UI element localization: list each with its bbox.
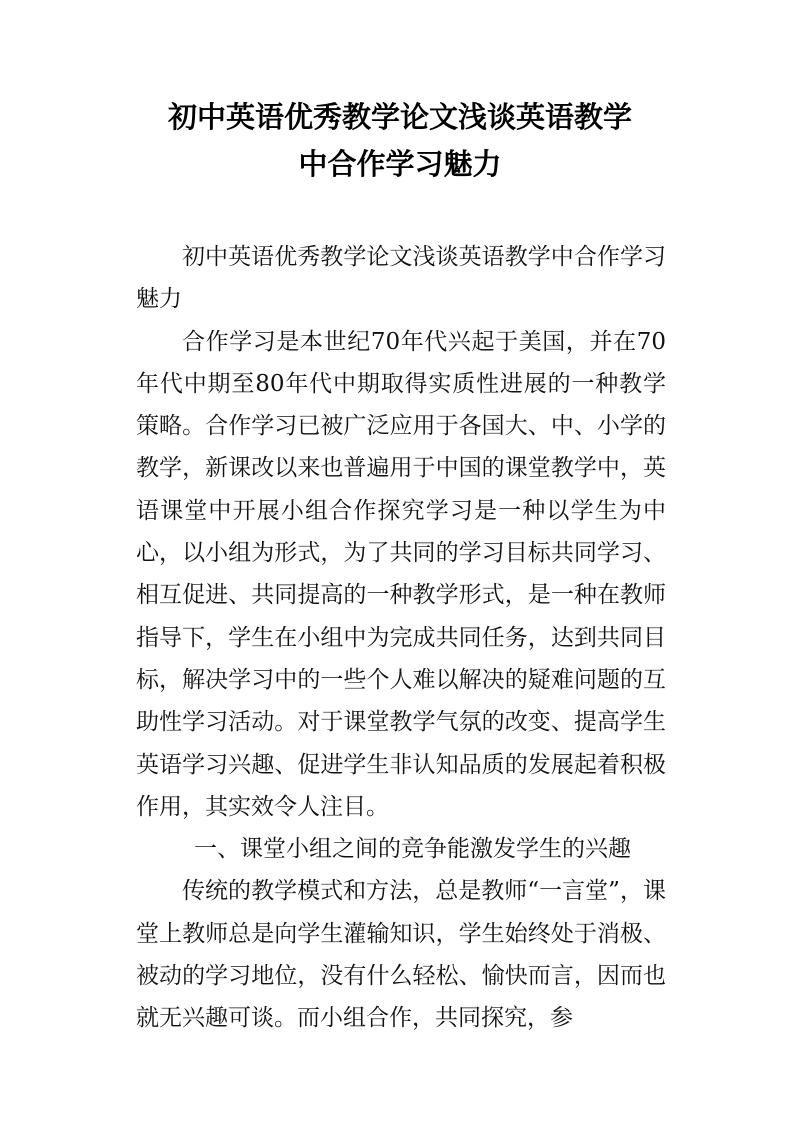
document-title-line-1: 初中英语优秀教学论文浅谈英语教学 xyxy=(167,100,632,134)
body-paragraph-intro: 合作学习是本世纪70年代兴起于美国，并在70年代中期至80年代中期取得实质性进展的一种教学策略。合作学习已被广泛应用于各国大、中、小学的教学，新课改以来也普遍用于中国的课堂教学中，英语课堂中开展小组合作探究学习是一种以学生为中心，以小组为形式，为了共同的学习目标共同学习、相互促进、共同提高的一种教学形式，是一种在教师指导下，学生在小组中为完成共同任务，达到共同目标，解决学习中的一些个人难以解决的疑难问题的互助性学习活动。对于课堂教学气氛的改变、提高学生英语学习兴趣、促进学生非认知品质的发展起着积极作用，其实效令人注目。 xyxy=(136,328,666,820)
document-body xyxy=(136,236,666,1040)
document-title-line-2: 中合作学习魅力 xyxy=(298,147,502,181)
section-heading-1: 一、课堂小组之间的竞争能激发学生的兴趣 xyxy=(194,836,631,863)
body-paragraph-subtitle: 初中英语优秀教学论文浅谈英语教学中合作学习魅力 xyxy=(136,244,666,313)
body-paragraph-section-1: 传统的教学模式和方法，总是教师“一言堂”，课堂上教师总是向学生灌输知识，学生始终处于消极、被动的学习地位，没有什么轻松、愉快而言，因而也就无兴趣可谈。而小组合作，共同探究，参 xyxy=(136,878,666,1032)
document-title xyxy=(130,94,670,188)
